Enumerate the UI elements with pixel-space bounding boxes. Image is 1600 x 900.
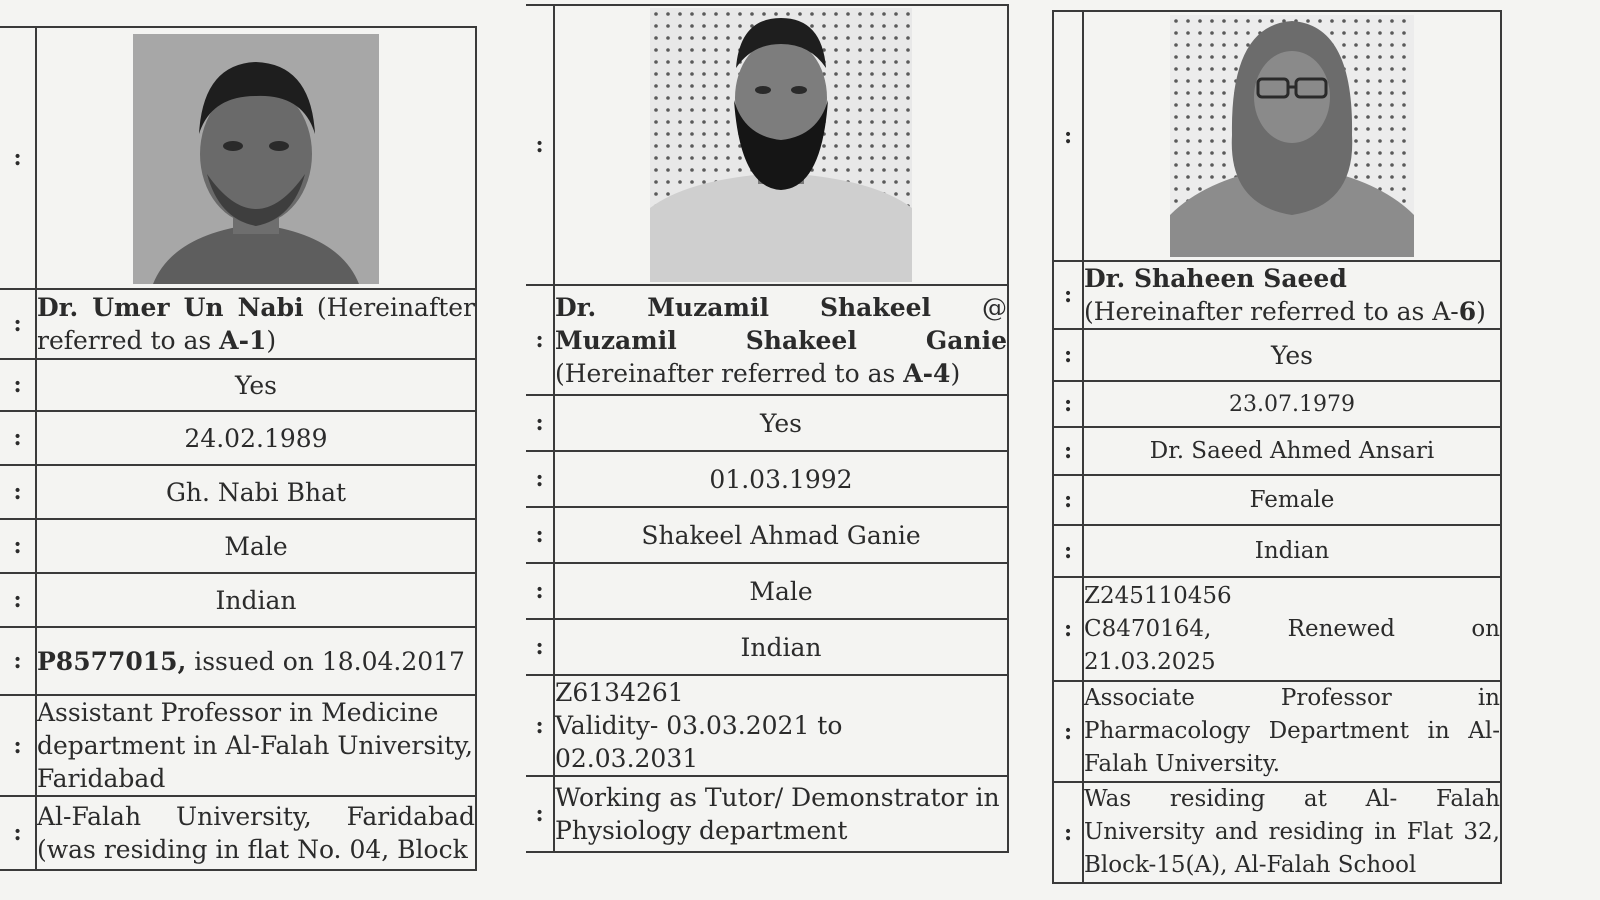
colon: : [1053,681,1083,782]
colon: : [526,619,554,675]
name-word: Ganie [925,325,1007,355]
name-line-1 [555,291,1007,324]
colon: : [0,695,36,796]
passport-second-number: C8470164, [1084,615,1212,642]
alias-close: ) [1476,297,1486,326]
passport-field [554,675,1008,776]
accused-alias: A-4 [903,358,951,388]
name-line-2 [555,324,1007,357]
nationality-field: Indian [36,573,476,627]
dob-field: 24.02.1989 [36,411,476,465]
accused-name: Dr. Umer Un Nabi [37,293,304,322]
colon: : [526,451,554,507]
nationality-field: Indian [1083,525,1501,577]
colon: : [0,519,36,573]
colon: : [0,627,36,695]
colon: : [0,796,36,870]
dob-field: 01.03.1992 [554,451,1008,507]
renewed-label: Renewed [1287,615,1396,642]
gender-field: Male [554,563,1008,619]
father-name-field: Gh. Nabi Bhat [36,465,476,519]
accused-photo [133,34,379,284]
name-word: @ [981,292,1007,322]
on-label: on [1471,615,1500,642]
colon: : [0,27,36,289]
address-field: Was residing at Al- Falah University and residing in Flat 32, Block-15(A), Al-Falah School [1083,782,1501,883]
indian-national-field: Yes [554,395,1008,451]
colon: : [526,395,554,451]
name-suffix: (Hereinafter referred to as A- [1084,297,1459,326]
occupation-field: Assistant Professor in Medicine department in Al-Falah University, Faridabad [36,695,476,796]
colon: : [526,507,554,563]
dob-field: 23.07.1979 [1083,381,1501,427]
colon: : [0,289,36,359]
name-word: Muzamil [647,292,769,322]
colon: : [0,465,36,519]
colon: : [0,411,36,465]
colon: : [1053,577,1083,681]
passport-field [36,627,476,695]
name-line-3 [555,357,1007,390]
name-field [36,289,476,359]
colon: : [0,573,36,627]
gender-field: Female [1083,475,1501,525]
accused-card-a6 [1052,10,1502,884]
accused-card-a4 [526,4,1009,853]
alias-close: ) [950,358,961,388]
name-word: Shakeel [819,292,931,322]
colon: : [1053,525,1083,577]
name-field [1083,261,1501,329]
passport-renewal [1084,613,1500,646]
passport-expiry: 02.03.2031 [555,744,699,773]
name-suffix: (Hereinafter referred to as [555,358,904,388]
accused-photo [1170,15,1414,257]
indian-national-field: Yes [36,359,476,411]
indian-national-field: Yes [1083,329,1501,381]
colon: : [1053,261,1083,329]
colon: : [526,285,554,395]
passport-number: P8577015, [37,646,187,676]
occupation-field: Associate Professor in Pharmacology Department in Al-Falah University. [1083,681,1501,782]
name-word: Shakeel [745,325,857,355]
passport-number: Z6134261 [555,678,684,707]
passport-validity: Validity- 03.03.2021 to [555,711,843,740]
renewal-date: 21.03.2025 [1084,648,1216,675]
colon: : [526,776,554,852]
passport-issue: issued on 18.04.2017 [186,646,465,676]
name-suffix: (Hereinafter referred to as [37,293,475,355]
father-name-field: Dr. Saeed Ahmed Ansari [1083,427,1501,475]
gender-field: Male [36,519,476,573]
nationality-field: Indian [554,619,1008,675]
name-word: Dr. [555,292,597,322]
colon: : [526,675,554,776]
occupation-field: Working as Tutor/ Demonstrator in Physiology department [554,776,1008,852]
father-name-field: Shakeel Ahmad Ganie [554,507,1008,563]
address-field: Al-Falah University, Faridabad (was residing in flat No. 04, Block [36,796,476,870]
colon: : [526,563,554,619]
colon: : [1053,782,1083,883]
photo-cell [1083,11,1501,261]
accused-photo [650,8,912,282]
colon: : [1053,475,1083,525]
colon: : [0,359,36,411]
name-word: Muzamil [555,325,677,355]
colon: : [1053,381,1083,427]
accused-name: Dr. Shaheen Saeed [1084,264,1347,293]
accused-card-a1 [0,26,477,871]
name-field [554,285,1008,395]
photo-cell [554,5,1008,285]
colon: : [1053,427,1083,475]
accused-alias: 6 [1458,297,1477,326]
colon: : [1053,11,1083,261]
colon: : [526,5,554,285]
colon: : [1053,329,1083,381]
photo-cell [36,27,476,289]
alias-close: ) [266,326,277,355]
passport-field [1083,577,1501,681]
passport-number: Z245110456 [1084,582,1232,609]
accused-alias: A-1 [219,326,267,355]
